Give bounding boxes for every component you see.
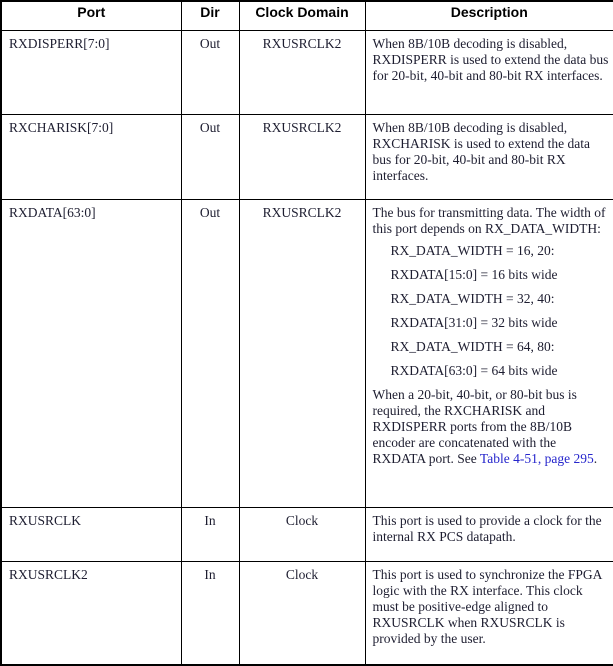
- description-text: When 8B/10B decoding is disabled, RXDISPERR is used to extend the data bus for 20-bit, 40-bit and 80-bit RX interfaces.: [372, 36, 609, 83]
- dir-cell: Out: [181, 115, 239, 200]
- data-width-option: RX_DATA_WIDTH = 64, 80:: [390, 339, 555, 354]
- dir-cell: In: [181, 508, 239, 562]
- description-cell: [365, 115, 613, 200]
- dir-cell: Out: [181, 200, 239, 508]
- clock-domain-cell: Clock: [239, 562, 365, 666]
- data-width-option: RX_DATA_WIDTH = 32, 40:: [390, 291, 555, 306]
- description-intro-text: The bus for transmitting data. The width of this port depends on RX_DATA_WIDTH:: [372, 205, 606, 236]
- table-row-rxusrclk2: [1, 562, 613, 666]
- description-cell: [365, 508, 613, 562]
- dir-cell: Out: [181, 31, 239, 115]
- table-row-rxdisperr: [1, 31, 613, 115]
- clock-domain-cell: RXUSRCLK2: [239, 200, 365, 508]
- description-note-period: .: [593, 451, 598, 466]
- table-row-rxusrclk: [1, 508, 613, 562]
- description-cell: [365, 200, 613, 508]
- description-text: When 8B/10B decoding is disabled, RXCHARISK is used to extend the data bus for 20-bit, 40-bit and 80-bit RX interfaces.: [372, 120, 590, 183]
- table-4-51-cross-reference-link[interactable]: Table 4-51, page 295: [479, 451, 594, 466]
- port-cell: RXUSRCLK2: [1, 562, 181, 666]
- dir-cell: In: [181, 562, 239, 666]
- clock-domain-cell: RXUSRCLK2: [239, 115, 365, 200]
- data-width-option: RXDATA[31:0] = 32 bits wide: [390, 315, 558, 330]
- data-width-option: RXDATA[15:0] = 16 bits wide: [390, 267, 558, 282]
- col-header-dir: Dir: [181, 1, 239, 31]
- data-width-option: RX_DATA_WIDTH = 16, 20:: [390, 243, 555, 258]
- description-cell: [365, 562, 613, 666]
- description-text: This port is used to synchronize the FPGA logic with the RX interface. This clock must be positive-edge aligned to RXUSRCLK when RXUSRCLK is provided by the user.: [372, 567, 602, 646]
- port-cell: RXUSRCLK: [1, 508, 181, 562]
- port-cell: RXDATA[63:0]: [1, 200, 181, 508]
- data-width-option: RXDATA[63:0] = 64 bits wide: [390, 363, 558, 378]
- clock-domain-cell: RXUSRCLK2: [239, 31, 365, 115]
- port-cell: RXDISPERR[7:0]: [1, 31, 181, 115]
- description-cell: [365, 31, 613, 115]
- description-text: This port is used to provide a clock for the internal RX PCS datapath.: [372, 513, 602, 544]
- clock-domain-cell: Clock: [239, 508, 365, 562]
- table-header-row: [1, 1, 613, 31]
- table-row-rxdata: [1, 200, 613, 508]
- port-cell: RXCHARISK[7:0]: [1, 115, 181, 200]
- description-note-text: When a 20-bit, 40-bit, or 80-bit bus is required, the RXCHARISK and RXDISPERR ports from the 8B/10B encoder are concatenated with the RXDATA port. See: [372, 387, 577, 466]
- col-header-description: Description: [365, 1, 613, 31]
- table-row-rxcharisk: [1, 115, 613, 200]
- col-header-port: Port: [1, 1, 181, 31]
- col-header-clock-domain: Clock Domain: [239, 1, 365, 31]
- description-note: [373, 387, 610, 467]
